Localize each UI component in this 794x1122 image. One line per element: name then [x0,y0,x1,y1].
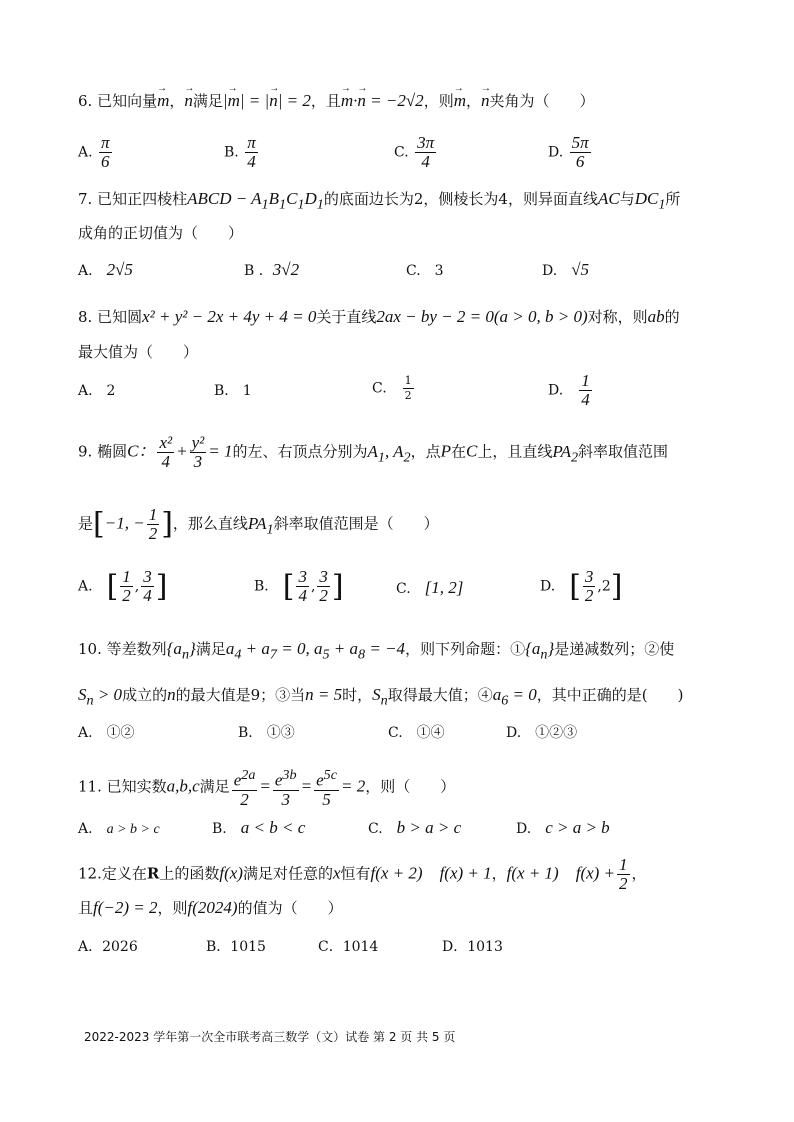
q7-option-c: C. 3 [406,263,444,279]
q7-stem-line1: 7. 已知正四棱柱ABCD − $A_1B_1C_1D_1$的底面边长为2，侧棱长为4，则异面直线AC与$DC_1$所 [78,189,681,213]
q6-stem: 6. 已知向量→ m，→ n满足|→ m| = |→ n| = 2，且→ m·→ n = −2√2，则→ m，→ n夹角为（ ） [78,91,794,111]
q12-option-a: A．2026 [78,939,138,955]
q7-option-a: A. 2√5 [78,260,133,279]
q11-stem: 11. 已知实数a,b,c满足 $\frac{e^{2a}}{2}$ = $\frac{e^{3b}}{3}$ = $\frac{e^{5c}}{5}$ = 2，则（ ） [78,767,456,809]
q7-option-d: D. √5 [542,260,590,279]
q6-option-a: A. $\frac{\pi}{6}$ [78,133,110,171]
q10-option-c: C. ①④ [388,725,445,741]
q7-stem-line2: 成角的正切值为（ ） [78,224,244,242]
q8-option-c: C. $\frac{1}{2}$ [372,374,412,402]
q9-option-a: A. [ $\frac{1}{2}$ , $\frac{3}{4}$ ] [78,567,168,605]
q9-option-c: C. [1, 2] [396,578,464,597]
q10-option-d: D. ①②③ [506,725,578,741]
q8-option-b: B. 1 [214,383,252,399]
q10-stem-line1: 10. 等差数列$\{a_n\}$满足$a_4 + a_7 = 0$, $a_5 + a_8 = -4$，则下列命题：$①\{a_n\}$是递减数列；②使 [78,639,675,663]
q12-option-b: B．1015 [206,939,266,955]
q6-option-d: D. $\frac{5\pi}{6}$ [548,133,589,171]
q9-option-d: D. [ $\frac{3}{2}$ ,2] [540,567,623,605]
q11-option-a: A. a > b > c [78,821,160,837]
q9-stem-line1: 9. 椭圆C： $\frac{\text{x²}}{4}$ + $\frac{\text{y²}}{3}$ = 1的左、右顶点分别为$A_1$, $A_2$，点P在C上，且直线$PA_2$斜率取值范围 [78,433,669,471]
q8-stem-line2: 最大值为（ ） [78,343,199,361]
q10-option-b: B. ①③ [238,725,295,741]
q8-stem-line1: 8. 已知圆x² + y² − 2x + 4y + 4 = 0关于直线2ax − by − 2 = 0(a > 0, b > 0)对称，则ab的 [78,307,680,326]
q11-option-c: C. b > a > c [368,818,462,837]
q6-option-b: B. $\frac{\pi}{4}$ [224,133,256,171]
q12-option-d: D．1013 [442,939,503,955]
q7-option-b: B ．3√2 [244,260,300,279]
q10-stem-line2: $S_n > 0$成立的n的最大值是9；③当n = 5时，$S_n$取得最大值；$④a_6 = 0$，其中正确的是( ) [78,685,684,709]
q9-option-b: B. [ $\frac{3}{4}$ , $\frac{3}{2}$ ] [254,567,344,605]
q8-option-d: D. $\frac{1}{4}$ [548,371,590,409]
q12-option-c: C．1014 [318,939,379,955]
q6-option-c: C. $\frac{3\pi}{4}$ [394,133,435,171]
q11-option-b: B. a < b < c [212,818,306,837]
q12-stem-line1: 12.定义在R上的函数f(x)满足对任意的x恒有f(x + 2) f(x) + 1，f(x + 1) f(x) + $\frac{1}{2}$ ， [78,855,647,893]
q12-stem-line2: 且f(−2) = 2，则f(2024)的值为（ ） [78,898,343,917]
q10-option-a: A. ①② [78,725,135,741]
q11-option-d: D. c > a > b [516,818,610,837]
q8-option-a: A. 2 [78,383,116,399]
q9-stem-line2: 是[−1, − $\frac{1}{2}$ ]，那么直线$PA_1$斜率取值范围是（ ） [78,505,439,543]
page-footer: 2022-2023 学年第一次全市联考高三数学（文）试卷 第 2 页 共 5 页 [84,1030,456,1044]
